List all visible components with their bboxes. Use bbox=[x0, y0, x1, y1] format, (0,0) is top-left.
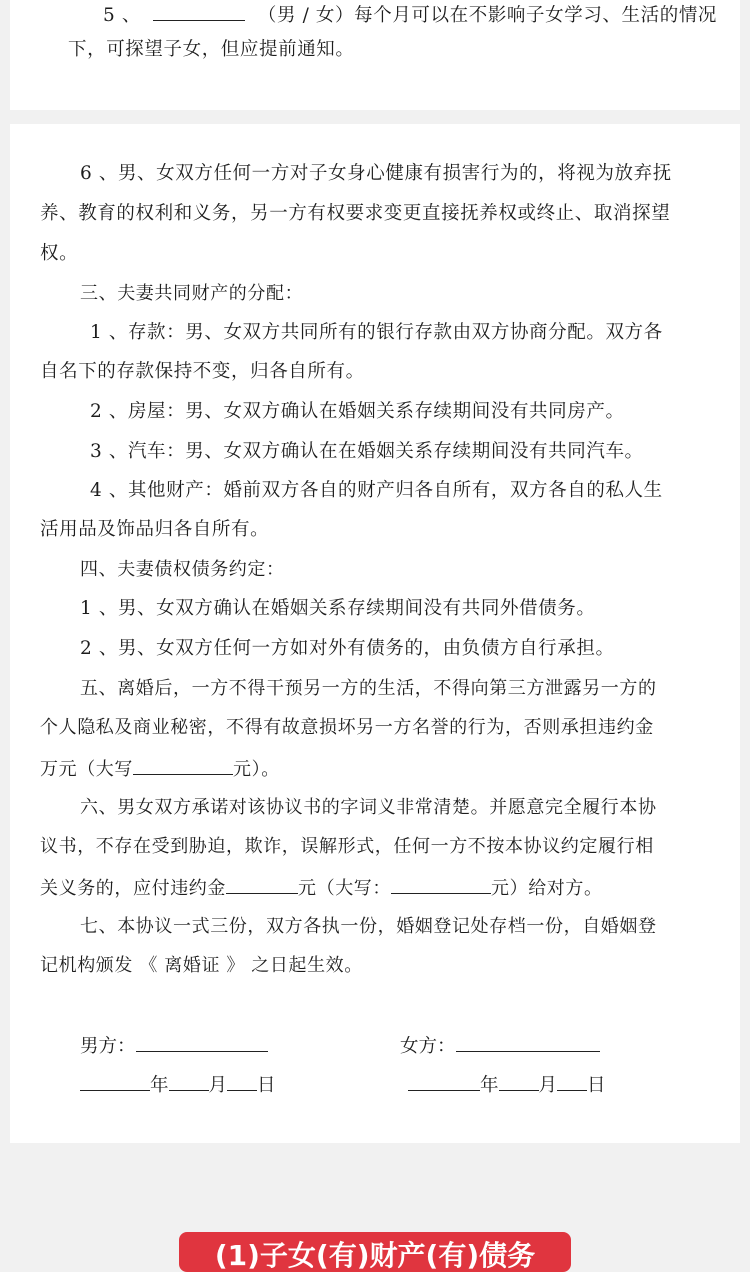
year-field[interactable] bbox=[408, 1072, 480, 1091]
year-label: 年 bbox=[480, 1075, 499, 1096]
section-3-item-3: 3 、汽车：男、女双方确认在在婚姻关系存续期间没有共同汽车。 bbox=[90, 441, 644, 462]
text: 万元（大写 bbox=[40, 759, 133, 780]
category-banner[interactable] bbox=[179, 1232, 571, 1272]
section-3-item-4-line2: 活用品及饰品归各自所有。 bbox=[40, 519, 270, 540]
clause-6-line2: 养、教育的权利和义务，另一方有权要求变更直接抚养权或终止、取消探望 bbox=[40, 203, 671, 224]
text: 关义务的，应付违约金 bbox=[40, 878, 226, 899]
section-3-item-2: 2 、房屋：男、女双方确认在婚姻关系存续期间没有共同房产。 bbox=[90, 401, 625, 422]
blank-field[interactable] bbox=[133, 756, 233, 775]
section-3-title: 三、夫妻共同财产的分配： bbox=[80, 283, 304, 304]
section-3-item-4-line1: 4 、其他财产：婚前双方各自的财产归各自所有，双方各自的私人生 bbox=[90, 480, 663, 501]
section-7-line2: 记机构颁发 《 离婚证 》 之日起生效。 bbox=[40, 955, 363, 976]
text: 元（大写： bbox=[298, 878, 391, 899]
section-7-line1: 七、本协议一式三份，双方各执一份，婚姻登记处存档一份，自婚姻登 bbox=[80, 916, 657, 937]
female-label: 女方： bbox=[400, 1036, 456, 1057]
text: 元）给对方。 bbox=[491, 878, 603, 899]
clause-6-line1: 6 、男、女双方任何一方对子女身心健康有损害行为的，将视为放弃抚 bbox=[80, 163, 672, 184]
section-4-item-2: 2 、男、女双方任何一方如对外有债务的，由负债方自行承担。 bbox=[80, 638, 615, 659]
month-label: 月 bbox=[538, 1075, 558, 1096]
clause-text: （男 / 女）每个月可以在不影响子女学习、生活的情况 bbox=[257, 5, 718, 26]
banner-label: (1)子女(有)财产(有)债务 bbox=[214, 1239, 536, 1272]
text: 元）。 bbox=[233, 759, 280, 780]
month-label: 月 bbox=[208, 1075, 228, 1096]
section-5-line3 bbox=[40, 756, 740, 782]
male-label: 男方： bbox=[80, 1036, 136, 1057]
clause-6-line3: 权。 bbox=[40, 243, 79, 264]
section-6-line1: 六、男女双方承诺对该协议书的字词义非常清楚。并愿意完全履行本协 bbox=[80, 797, 657, 818]
blank-field[interactable] bbox=[391, 875, 491, 894]
male-signature bbox=[80, 1033, 268, 1059]
month-field[interactable] bbox=[499, 1072, 539, 1091]
clause-5-line1 bbox=[103, 2, 740, 28]
day-label: 日 bbox=[257, 1075, 276, 1096]
section-6-line3 bbox=[40, 875, 740, 901]
female-signature bbox=[400, 1033, 600, 1059]
year-field[interactable] bbox=[80, 1072, 150, 1091]
section-5-line1: 五、离婚后，一方不得干预另一方的生活，不得向第三方泄露另一方的 bbox=[80, 678, 657, 699]
section-6-line2: 议书，不存在受到胁迫，欺诈，误解形式，任何一方不按本协议约定履行相 bbox=[40, 836, 654, 857]
day-label: 日 bbox=[587, 1075, 606, 1096]
blank-field[interactable] bbox=[153, 2, 245, 21]
section-3-item-1-line1: 1 、存款：男、女双方共同所有的银行存款由双方协商分配。双方各 bbox=[90, 322, 663, 343]
month-field[interactable] bbox=[169, 1072, 209, 1091]
document-page-main bbox=[10, 124, 740, 1143]
blank-field[interactable] bbox=[226, 875, 298, 894]
clause-number: 5 、 bbox=[103, 5, 141, 26]
female-signature-field[interactable] bbox=[456, 1033, 600, 1052]
section-4-item-1: 1 、男、女双方确认在婚姻关系存续期间没有共同外借债务。 bbox=[80, 598, 596, 619]
section-5-line2: 个人隐私及商业秘密，不得有故意损坏另一方名誉的行为，否则承担违约金 bbox=[40, 717, 654, 738]
section-4-title: 四、夫妻债权债务约定： bbox=[80, 559, 285, 580]
day-field[interactable] bbox=[557, 1072, 587, 1091]
male-signature-field[interactable] bbox=[136, 1033, 268, 1052]
section-3-item-1-line2: 自名下的存款保持不变，归各自所有。 bbox=[40, 361, 365, 382]
clause-5-line2: 下，可探望子女，但应提前通知。 bbox=[68, 39, 355, 60]
document-page-top bbox=[10, 0, 740, 110]
day-field[interactable] bbox=[227, 1072, 257, 1091]
year-label: 年 bbox=[150, 1075, 169, 1096]
female-date bbox=[408, 1072, 606, 1098]
male-date bbox=[80, 1072, 276, 1098]
